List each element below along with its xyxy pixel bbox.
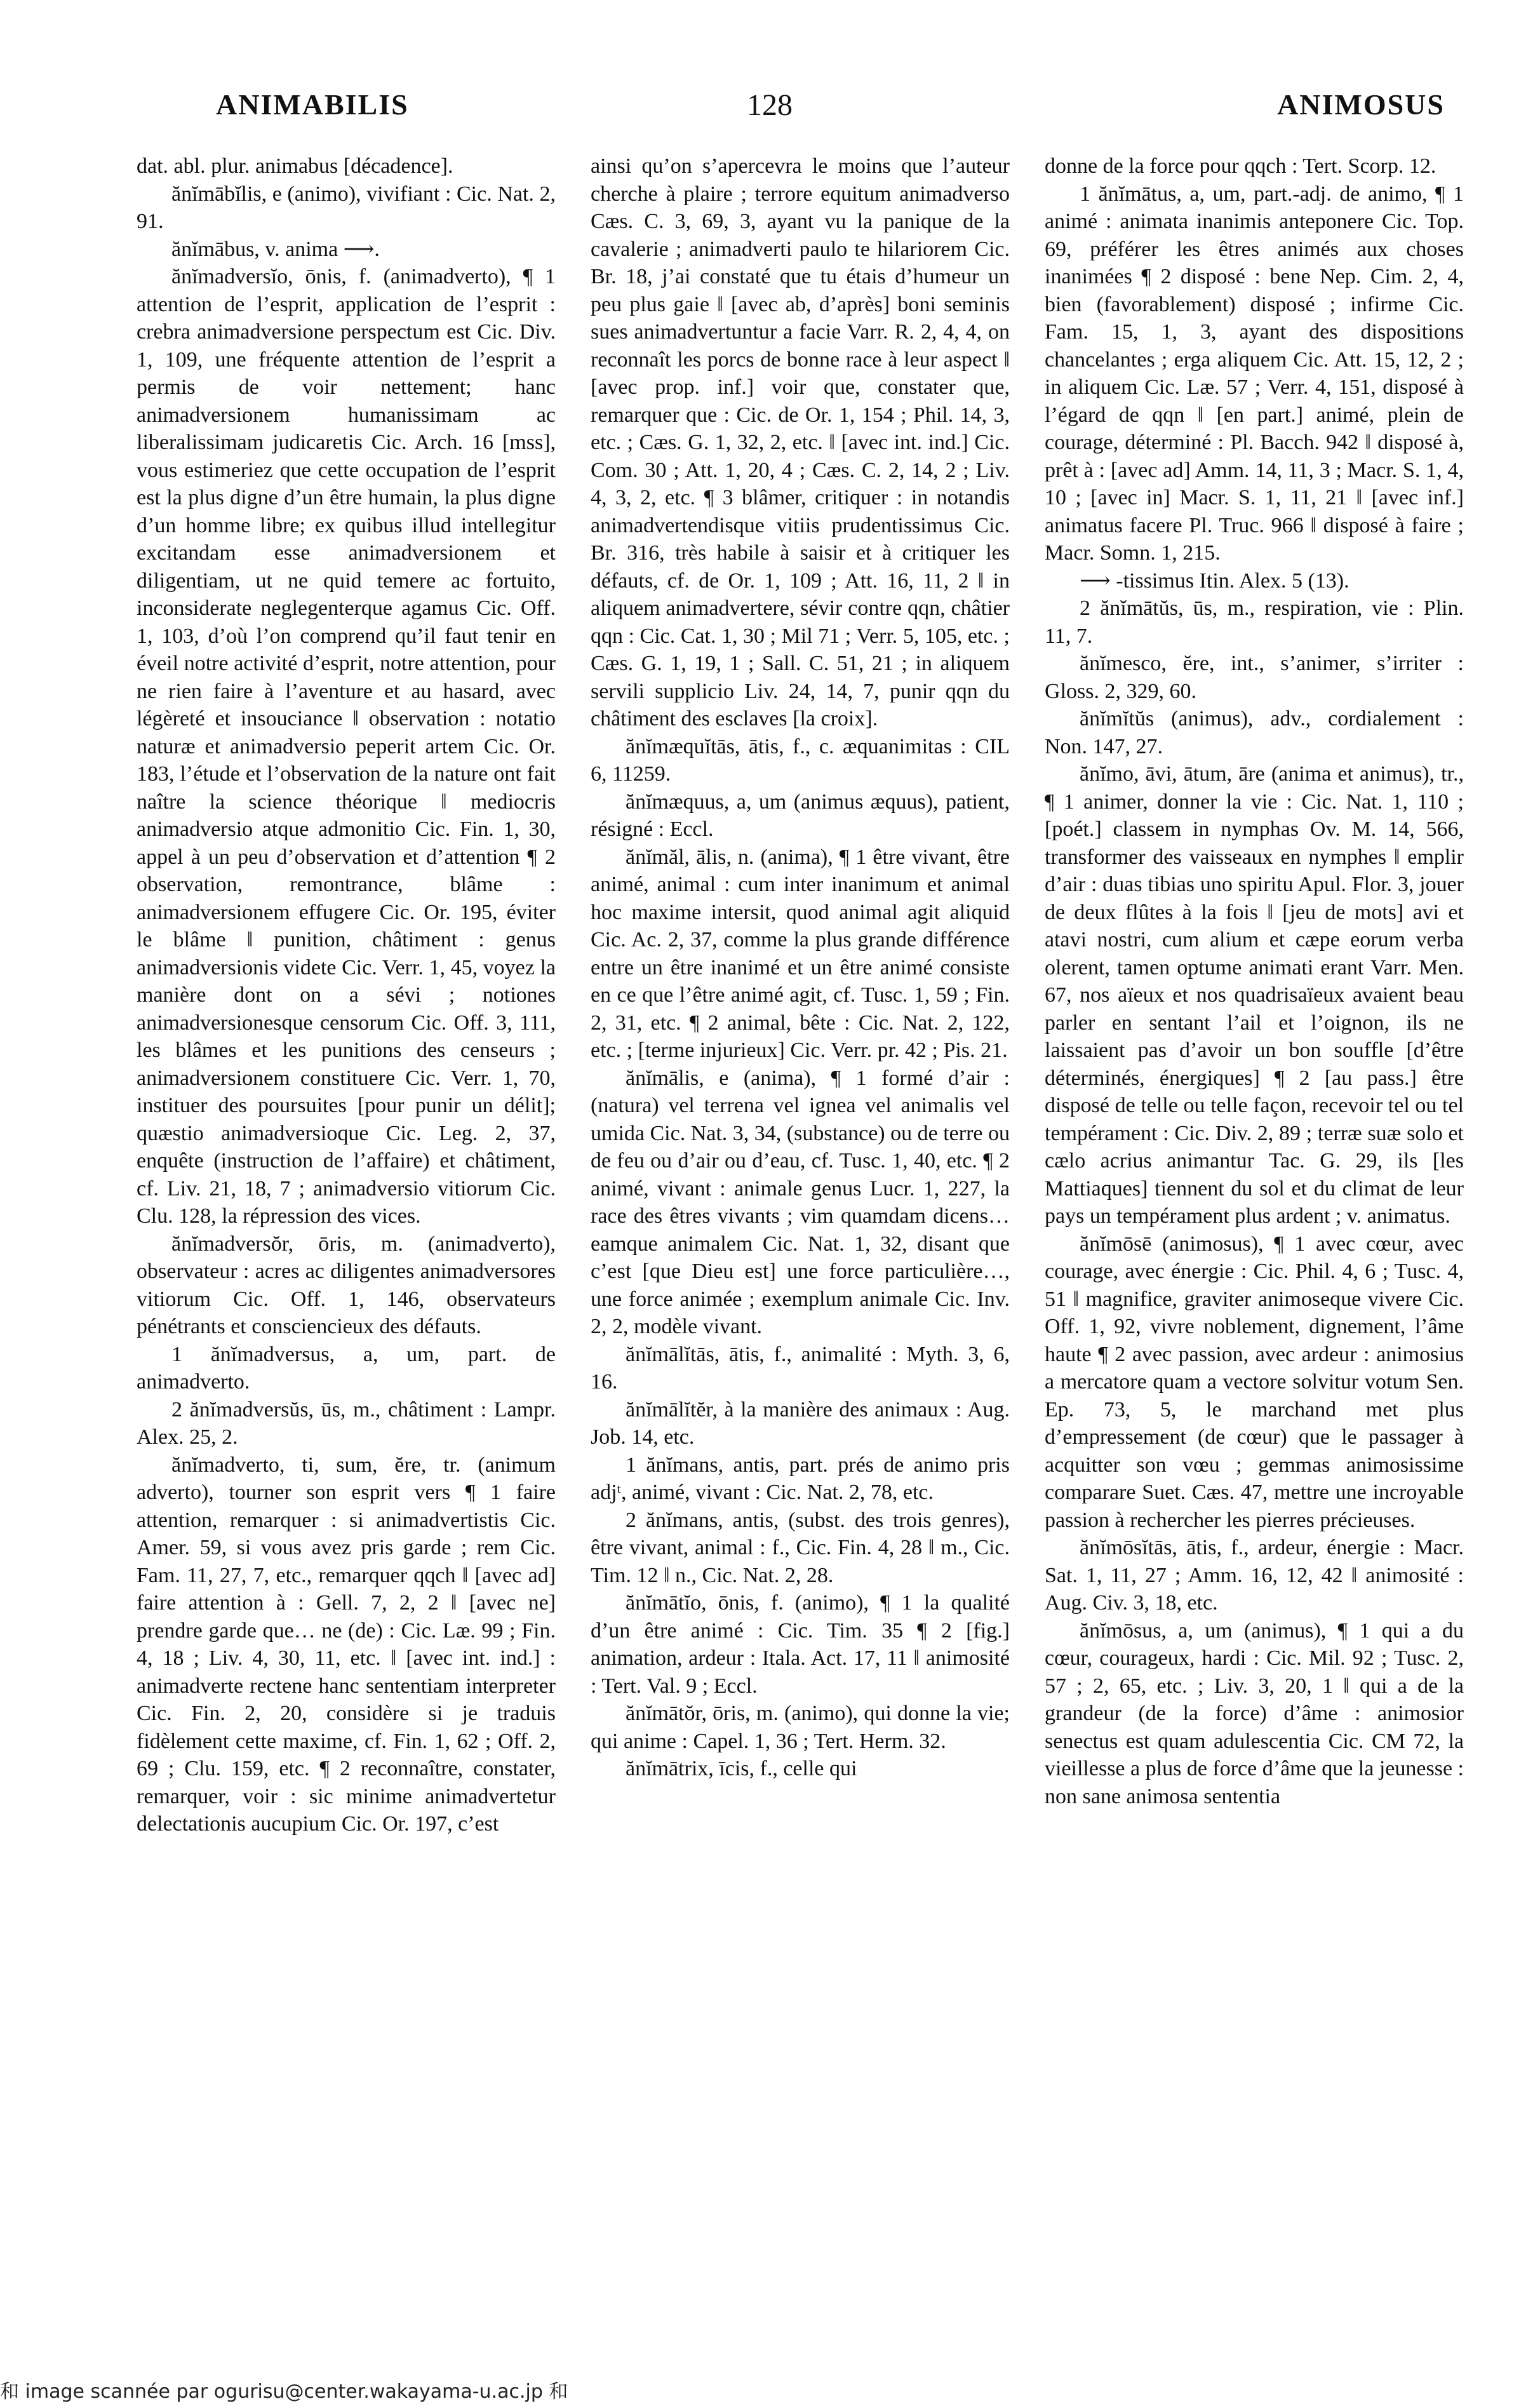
dictionary-entry: ănĭmăl, ālis, n. (anima), ¶ 1 être vivant, être animé, animal : cum inter inanimum et animal hoc maxime intersit, quod animal agit aliquid Cic. Ac. 2, 37, comme la plus grande différence entre un être inanimé et un être animé consiste en ce que l’être animé agit, cf. Tusc. 1, 59 ; Fin. 2, 31, etc. ¶ 2 animal, bête : Cic. Nat. 2, 122, etc. ; [terme injurieux] Cic. Verr. pr. 42 ; Pis. 21.	[591, 845, 1010, 1062]
header-right-headword: ANIMOSUS	[1277, 88, 1445, 121]
dictionary-entry: ănĭmōsĭtās, ātis, f., ardeur, énergie : Macr. Sat. 1, 11, 27 ; Amm. 16, 12, 42 ‖ animosité : Aug. Civ. 3, 18, etc.	[1045, 1536, 1464, 1615]
scan-credit-footer: 和 image scannée par ogurisu@center.wakayama-u.ac.jp 和	[0, 2381, 568, 2403]
dictionary-entry: ănĭmābĭlis, e (animo), vivifiant : Cic. Nat. 2, 91.	[137, 182, 556, 233]
dictionary-entry: ănĭmātĭo, ōnis, f. (animo), ¶ 1 la qualité d’un être animé : Cic. Tim. 35 ¶ 2 [fig.] animation, ardeur : Itala. Act. 17, 11 ‖ animosité : Tert. Val. 9 ; Eccl.	[591, 1591, 1010, 1698]
dictionary-entry: ănĭmālis, e (anima), ¶ 1 formé d’air : (natura) vel terrena vel ignea vel animalis vel umida Cic. Nat. 3, 34, (substance) ou de terre ou de feu ou d’air ou d’eau, cf. Tusc. 1, 40, etc. ¶ 2 animé, vivant : animale genus Lucr. 1, 227, la race des êtres vivants ; vim quamdam dicens… eamque animalem Cic. Nat. 1, 32, disant que c’est [que Dieu est] une force particulière…, une force animée ; exemplum animale Cic. Inv. 2, 2, modèle vivant.	[591, 1066, 1010, 1338]
dictionary-entry: ănĭmadverto, ti, sum, ĕre, tr. (animum adverto), tourner son esprit vers ¶ 1 faire attention, remarquer : si animadvertistis Cic. Amer. 59, si vous avez pris garde ; rem Cic. Fam. 11, 27, 7, etc., remarquer qqch ‖ [avec ad] faire attention à : Gell. 7, 2, 2 ‖ [avec ne] prendre garde que… ne (de) : Cic. Læ. 99 ; Fin. 4, 18 ; Liv. 4, 30, 11, etc. ‖ [avec int. ind.] : animadverte rectene hanc sententiam interpreter Cic. Fin. 2, 20, considère si je traduis fidèlement cette maxime, cf. Fin. 1, 62 ; Off. 2, 69 ; Clu. 159, etc. ¶ 2 reconnaître, constater, remarquer, voir : sic minime animadvertetur delectationis aucupium Cic. Or. 197, c’est	[137, 1453, 556, 1836]
dictionary-entry: ănĭmadversĭo, ōnis, f. (animadverto), ¶ 1 attention de l’esprit, application de l’esprit : crebra animadversione perspectum est Cic. Div. 1, 109, une fréquente attention de l’esprit a permis de voir nettement; hanc animadversionem humanissimam ac liberalissimam judicaretis Cic. Arch. 16 [mss], vous estimeriez que cette occupation de l’esprit est la plus digne d’un être humain, la plus digne d’un homme libre; ex quibus illud intellegitur excitandam esse animadversionem et diligentiam, ut ne quid temere ac fortuito, inconsiderate neglegenterque agamus Cic. Off. 1, 103, d’où l’on comprend qu’il faut tenir en éveil notre activité d’esprit, notre attention, pour ne rien faire à l’aventure et au hasard, avec légèreté et insouciance ‖ observation : notatio naturæ et animadversio peperit artem Cic. Or. 183, l’étude et l’observation de la nature ont fait naître la science théorique ‖ mediocris animadversio atque admonitio Cic. Fin. 1, 30, appel à un peu d’observation et d’attention ¶ 2 observation, remontrance, blâme : animadversionem effugere Cic. Or. 195, éviter le blâme ‖ punition, châtiment : genus animadversionis videte Cic. Verr. 1, 45, voyez la manière dont on a sévi ; notiones animadversionesque censorum Cic. Off. 3, 111, les blâmes et les punitions des censeurs ; animadversionem constituere Cic. Verr. 1, 70, instituer des poursuites [pour punir un délit]; quæstio animadversioque Cic. Leg. 2, 37, enquête (instruction de l’affaire) et châtiment, cf. Liv. 21, 18, 7 ; animadversio vitiorum Cic. Clu. 128, la répression des vices.	[137, 265, 556, 1228]
dictionary-entry: ănĭmadversŏr, ōris, m. (animadverto), observateur : acres ac diligentes animadversores vitiorum Cic. Off. 1, 146, observateurs pénétrants et consciencieux des défauts.	[137, 1232, 556, 1338]
dictionary-entry: 1 ănĭmadversus, a, um, part. de animadverto.	[137, 1342, 556, 1394]
column-3	[1045, 152, 1464, 2337]
dictionary-entry: ănĭmesco, ĕre, int., s’animer, s’irriter : Gloss. 2, 329, 60.	[1045, 652, 1464, 703]
header-left-headword: ANIMABILIS	[216, 88, 409, 121]
dictionary-entry: 2 ănĭmātŭs, ūs, m., respiration, vie : Plin. 11, 7.	[1045, 596, 1464, 648]
dictionary-entry: 2 ănĭmans, antis, (subst. des trois genres), être vivant, animal : f., Cic. Fin. 4, 28 ‖ m., Cic. Tim. 12 ‖ n., Cic. Nat. 2, 28.	[591, 1508, 1010, 1587]
page-number: 128	[747, 88, 793, 122]
dictionary-entry: ainsi qu’on s’apercevra le moins que l’auteur cherche à plaire ; terrore equitum animadverso Cæs. C. 3, 69, 3, ayant vu la panique de la cavalerie ; animadverti paulo te hilariorem Cic. Br. 18, j’ai constaté que tu étais d’humeur un peu plus gaie ‖ [avec ab, d’après] boni seminis sues animadvertuntur a facie Varr. R. 2, 4, 4, on reconnaît les porcs de bonne race à leur aspect ‖ [avec prop. inf.] voir que, constater que, remarquer que : Cic. de Or. 1, 154 ; Phil. 14, 3, etc. ; Cæs. G. 1, 32, 2, etc. ‖ [avec int. ind.] Cic. Com. 30 ; Att. 1, 20, 4 ; Cæs. C. 2, 14, 2 ; Liv. 4, 3, 2, etc. ¶ 3 blâmer, critiquer : in notandis animadvertendisque vitiis prudentissimus Cic. Br. 316, très habile à saisir et à critiquer les défauts, cf. de Or. 1, 109 ; Att. 16, 11, 2 ‖ in aliquem animadvertere, sévir contre qqn, châtier qqn : Cic. Cat. 1, 30 ; Mil 71 ; Verr. 5, 105, etc. ; Cæs. G. 1, 19, 1 ; Sall. C. 51, 21 ; in aliquem servili supplicio Liv. 24, 14, 7, punir qqn du châtiment des esclaves [la croix].	[591, 154, 1010, 730]
dictionary-entry: ănĭmālĭtās, ātis, f., animalité : Myth. 3, 6, 16.	[591, 1342, 1010, 1394]
dictionary-entry: ănĭmātrix, īcis, f., celle qui	[626, 1757, 857, 1780]
dictionary-entry: ănĭmæquus, a, um (animus æquus), patient, résigné : Eccl.	[591, 790, 1010, 841]
dictionary-entry: ănĭmæquĭtās, ātis, f., c. æquanimitas : CIL 6, 11259.	[591, 734, 1010, 786]
dictionary-entry: 2 ănĭmadversŭs, ūs, m., châtiment : Lampr. Alex. 25, 2.	[137, 1397, 556, 1449]
dictionary-entry: ănĭmālĭtĕr, à la manière des animaux : Aug. Job. 14, etc.	[591, 1397, 1010, 1449]
dictionary-entry: dat. abl. plur. animabus [décadence].	[137, 154, 453, 178]
dictionary-entry: ănĭmōsus, a, um (animus), ¶ 1 qui a du cœur, courageux, hardi : Cic. Mil. 92 ; Tusc. 2, 57 ; 2, 65, etc. ; Liv. 3, 20, 1 ‖ qui a de la grandeur (de la force) d’âme : animosior senectus est quam adulescentia Cic. CM 72, la vieillesse a plus de force d’âme que la jeunesse : non sane animosa sententia	[1045, 1618, 1464, 1808]
dictionary-entry: ănĭmo, āvi, ātum, āre (anima et animus), tr., ¶ 1 animer, donner la vie : Cic. Nat. 1, 110 ; [poét.] classem in nymphas Ov. M. 14, 566, transformer des vaisseaux en nymphes ‖ emplir d’air : duas tibias uno spiritu Apul. Flor. 3, jouer de deux flûtes à la fois ‖ [jeu de mots] avi et atavi nostri, cum alium et cæpe eorum verba olerent, tamen optume animati erant Varr. Men. 67, nos aïeux et nos quadrisaïeux avaient beau parler en sentant l’ail et l’oignon, ils ne laissaient pas d’avoir un bon souffle [d’être déterminés, énergiques] ¶ 2 [au pass.] être disposé de telle ou telle façon, recevoir tel ou tel tempérament : Cic. Div. 2, 89 ; terræ suæ solo et cælo acrius animantur Tac. G. 29, ils [les Mattiaques] tiennent du sol et du climat de leur pays un tempérament plus ardent ; v. animatus.	[1045, 762, 1464, 1228]
dictionary-entry: ănĭmātŏr, ōris, m. (animo), qui donne la vie; qui anime : Capel. 1, 36 ; Tert. Herm. 32.	[591, 1702, 1010, 1753]
dictionary-entry: 1 ănĭmātus, a, um, part.-adj. de animo, ¶ 1 animé : animata inanimis anteponere Cic. Top. 69, préférer les êtres animés aux choses inanimées ¶ 2 disposé : bene Nep. Cim. 2, 4, bien (favorablement) disposé ; infirme Cic. Fam. 15, 1, 3, ayant des dispositions chancelantes ; erga aliquem Cic. Att. 15, 12, 2 ; in aliquem Cic. Læ. 57 ; Verr. 4, 151, disposé à l’égard de qqn ‖ [en part.] animé, plein de courage, déterminé : Pl. Bacch. 942 ‖ disposé à, prêt à : [avec ad] Amm. 14, 11, 3 ; Macr. S. 1, 4, 10 ; [avec in] Macr. S. 1, 11, 21 ‖ [avec inf.] animatus facere Pl. Truc. 966 ‖ disposé à faire ; Macr. Somn. 1, 215.	[1045, 182, 1464, 565]
dictionary-entry: 1 ănĭmans, antis, part. prés de animo pris adjᵗ, animé, vivant : Cic. Nat. 2, 78, etc.	[591, 1453, 1010, 1504]
column-1	[137, 152, 556, 2337]
column-2	[591, 152, 1010, 2337]
dictionary-entry: ănĭmōsē (animosus), ¶ 1 avec cœur, avec courage, avec énergie : Cic. Phil. 4, 6 ; Tusc. 4, 51 ‖ magnifice, graviter animoseque vivere Cic. Off. 1, 92, vivre noblement, dignement, l’âme haute ¶ 2 avec passion, avec ardeur : animosius a mercatore quam a vectore solvitur votum Sen. Ep. 73, 5, le marchand met plus d’empressement (de cœur) que le passager à acquitter son vœu ; gemmas animosissime comparare Suet. Cæs. 47, mettre une incroyable passion à rechercher les pierres précieuses.	[1045, 1232, 1464, 1532]
dictionary-body	[137, 152, 1464, 2337]
running-header	[216, 88, 1445, 132]
dictionary-entry: ⟶ -tissimus Itin. Alex. 5 (13).	[1080, 568, 1349, 593]
dictionary-entry: ănĭmĭtŭs (animus), adv., cordialement : Non. 147, 27.	[1045, 707, 1464, 758]
dictionary-entry: ănĭmābus, v. anima ⟶.	[171, 237, 380, 261]
dictionary-entry: donne de la force pour qqch : Tert. Scorp. 12.	[1045, 154, 1436, 178]
